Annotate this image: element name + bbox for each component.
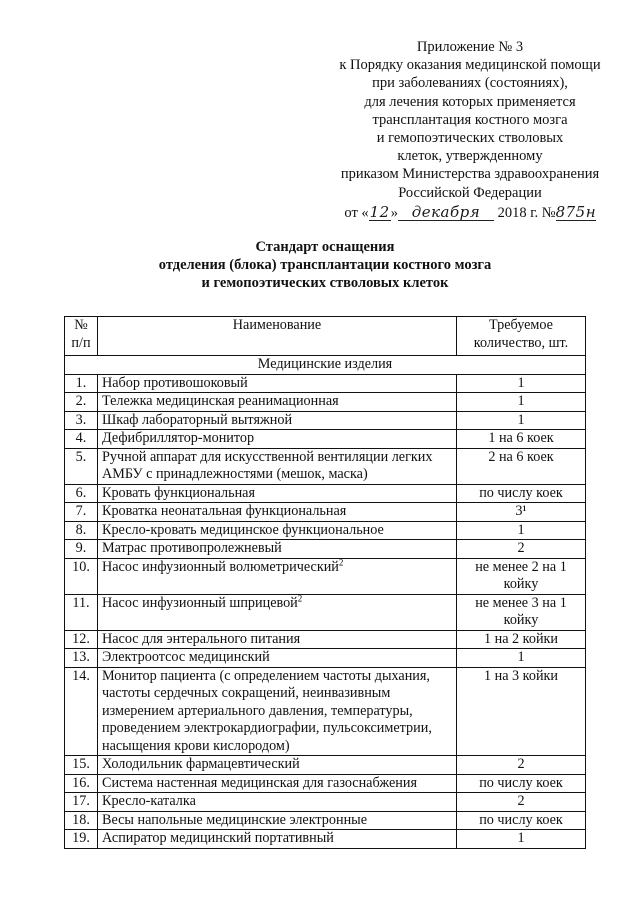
row-name: Весы напольные медицинские электронные bbox=[102, 811, 368, 828]
col-header-num: № п/п bbox=[65, 317, 98, 356]
table-row bbox=[65, 503, 586, 522]
col-header-qty: Требуемое количество, шт. bbox=[457, 317, 586, 356]
table-row bbox=[65, 430, 586, 449]
row-number: 16. bbox=[65, 774, 98, 793]
header-line: Приложение № 3 bbox=[416, 39, 524, 55]
row-number: 11. bbox=[65, 594, 98, 630]
row-number: 1. bbox=[65, 374, 98, 393]
row-name: Шкаф лабораторный вытяжной bbox=[102, 411, 293, 428]
row-number: 14. bbox=[65, 667, 98, 756]
row-quantity: по числу коек bbox=[457, 811, 586, 830]
table-row bbox=[65, 411, 586, 430]
row-number: 3. bbox=[65, 411, 98, 430]
row-number: 7. bbox=[65, 503, 98, 522]
row-quantity: 1 на 3 койки bbox=[457, 667, 586, 756]
row-name: Кресло-кровать медицинское функциональное bbox=[102, 521, 384, 538]
row-quantity: 1 bbox=[457, 411, 586, 430]
row-name: Электроотсос медицинский bbox=[102, 649, 270, 665]
row-quantity: по числу коек bbox=[457, 484, 586, 503]
row-number: 10. bbox=[65, 558, 98, 594]
header-line: клеток, утвержденному bbox=[397, 148, 543, 165]
table-header-row bbox=[65, 317, 586, 356]
row-name-cell bbox=[98, 630, 457, 649]
header-line: к Порядку оказания медицинской помощи bbox=[339, 57, 601, 74]
appendix-header bbox=[330, 38, 610, 222]
handwritten-day: 12 bbox=[369, 202, 390, 221]
handwritten-order-number: 875н bbox=[555, 202, 597, 221]
row-number: 19. bbox=[65, 830, 98, 849]
row-number: 4. bbox=[65, 430, 98, 449]
order-date-line bbox=[330, 204, 610, 222]
row-number: 2. bbox=[65, 393, 98, 412]
row-name-cell bbox=[98, 393, 457, 412]
row-quantity: не менее 3 на 1 койку bbox=[457, 594, 586, 630]
row-quantity: 2 bbox=[457, 756, 586, 775]
row-name: Холодильник фармацевтический bbox=[102, 756, 300, 772]
title-line: Стандарт оснащения bbox=[255, 239, 395, 255]
row-name-cell bbox=[98, 793, 457, 812]
section-title: Медицинские изделия bbox=[65, 356, 586, 375]
table-row bbox=[65, 393, 586, 412]
table-row bbox=[65, 448, 586, 484]
document-title bbox=[60, 238, 590, 292]
row-number: 18. bbox=[65, 811, 98, 830]
date-year: 2018 г. № bbox=[497, 204, 556, 221]
row-name-cell bbox=[98, 374, 457, 393]
row-number: 5. bbox=[65, 448, 98, 484]
table-row bbox=[65, 558, 586, 594]
row-number: 13. bbox=[65, 649, 98, 668]
table-row bbox=[65, 774, 586, 793]
header-line: приказом Министерства здравоохранения bbox=[340, 166, 600, 183]
header-line: и гемопоэтических стволовых bbox=[376, 130, 564, 147]
row-name: Матрас противопролежневый bbox=[102, 540, 282, 556]
table-row bbox=[65, 630, 586, 649]
table-row bbox=[65, 793, 586, 812]
date-mid: » bbox=[390, 204, 398, 221]
table-row bbox=[65, 756, 586, 775]
row-name-cell bbox=[98, 448, 457, 484]
row-quantity: 2 на 6 коек bbox=[457, 448, 586, 484]
row-name: Монитор пациента (с определением частоты дыхания, частоты сердечных сокращений, неинвазивным измерением артериального давления, температуры, проведением электрокардиографии, пульсоксиметрии, насыщения крови кислородом) bbox=[102, 667, 432, 754]
table-row bbox=[65, 521, 586, 540]
row-name-cell bbox=[98, 811, 457, 830]
footnote-mark: 2 bbox=[338, 556, 344, 567]
header-line: Российской Федерации bbox=[398, 184, 542, 201]
row-name: Аспиратор медицинский портативный bbox=[102, 830, 334, 846]
row-quantity: 1 на 2 койки bbox=[457, 630, 586, 649]
row-name-cell bbox=[98, 540, 457, 559]
row-quantity: 1 bbox=[457, 830, 586, 849]
header-line: для лечения которых применяется bbox=[364, 93, 576, 110]
header-line: трансплантация костного мозга bbox=[372, 111, 568, 128]
row-quantity: 1 bbox=[457, 393, 586, 412]
row-name: Система настенная медицинская для газоснабжения bbox=[102, 774, 417, 791]
title-line: и гемопоэтических стволовых клеток bbox=[201, 275, 449, 291]
handwritten-month: декабря bbox=[398, 204, 494, 221]
row-name: Насос инфузионный волюметрический bbox=[102, 558, 339, 575]
row-number: 9. bbox=[65, 540, 98, 559]
row-name-cell bbox=[98, 830, 457, 849]
row-number: 6. bbox=[65, 484, 98, 503]
row-name: Насос для энтерального питания bbox=[102, 630, 301, 647]
col-header-name: Наименование bbox=[98, 317, 457, 356]
row-name: Дефибриллятор-монитор bbox=[102, 430, 255, 446]
header-line: при заболеваниях (состояниях), bbox=[372, 75, 568, 92]
row-name-cell bbox=[98, 558, 457, 594]
row-quantity: не менее 2 на 1 койку bbox=[457, 558, 586, 594]
row-name-cell bbox=[98, 667, 457, 756]
row-quantity: 1 на 6 коек bbox=[457, 430, 586, 449]
row-name: Набор противошоковый bbox=[102, 374, 248, 391]
title-line: отделения (блока) трансплантации костного мозга bbox=[158, 257, 492, 273]
row-quantity: 3¹ bbox=[457, 503, 586, 522]
table-row bbox=[65, 484, 586, 503]
row-name: Тележка медицинская реанимационная bbox=[102, 393, 339, 409]
row-name-cell bbox=[98, 521, 457, 540]
row-name: Кроватка неонатальная функциональная bbox=[102, 503, 347, 519]
row-name: Ручной аппарат для искусственной вентиляции легких АМБУ с принадлежностями (мешок, маска) bbox=[102, 448, 433, 482]
row-quantity: 1 bbox=[457, 374, 586, 393]
row-name-cell bbox=[98, 594, 457, 630]
row-name-cell bbox=[98, 774, 457, 793]
date-prefix: от « bbox=[344, 204, 369, 221]
row-name-cell bbox=[98, 503, 457, 522]
row-name-cell bbox=[98, 430, 457, 449]
table-row bbox=[65, 594, 586, 630]
row-name-cell bbox=[98, 649, 457, 668]
equipment-table bbox=[64, 316, 586, 849]
row-name-cell bbox=[98, 411, 457, 430]
table-row bbox=[65, 540, 586, 559]
row-quantity: 1 bbox=[457, 649, 586, 668]
row-number: 15. bbox=[65, 756, 98, 775]
row-name: Насос инфузионный шприцевой bbox=[102, 594, 298, 611]
row-name-cell bbox=[98, 756, 457, 775]
row-number: 17. bbox=[65, 793, 98, 812]
row-number: 8. bbox=[65, 521, 98, 540]
row-name: Кресло-каталка bbox=[102, 793, 196, 809]
table-row bbox=[65, 830, 586, 849]
table-row bbox=[65, 649, 586, 668]
table-row bbox=[65, 667, 586, 756]
row-quantity: по числу коек bbox=[457, 774, 586, 793]
row-name-cell bbox=[98, 484, 457, 503]
table-row bbox=[65, 374, 586, 393]
row-quantity: 2 bbox=[457, 540, 586, 559]
row-number: 12. bbox=[65, 630, 98, 649]
row-quantity: 1 bbox=[457, 521, 586, 540]
section-row bbox=[65, 356, 586, 375]
row-quantity: 2 bbox=[457, 793, 586, 812]
row-name: Кровать функциональная bbox=[102, 484, 255, 501]
table-row bbox=[65, 811, 586, 830]
footnote-mark: 2 bbox=[297, 592, 303, 603]
